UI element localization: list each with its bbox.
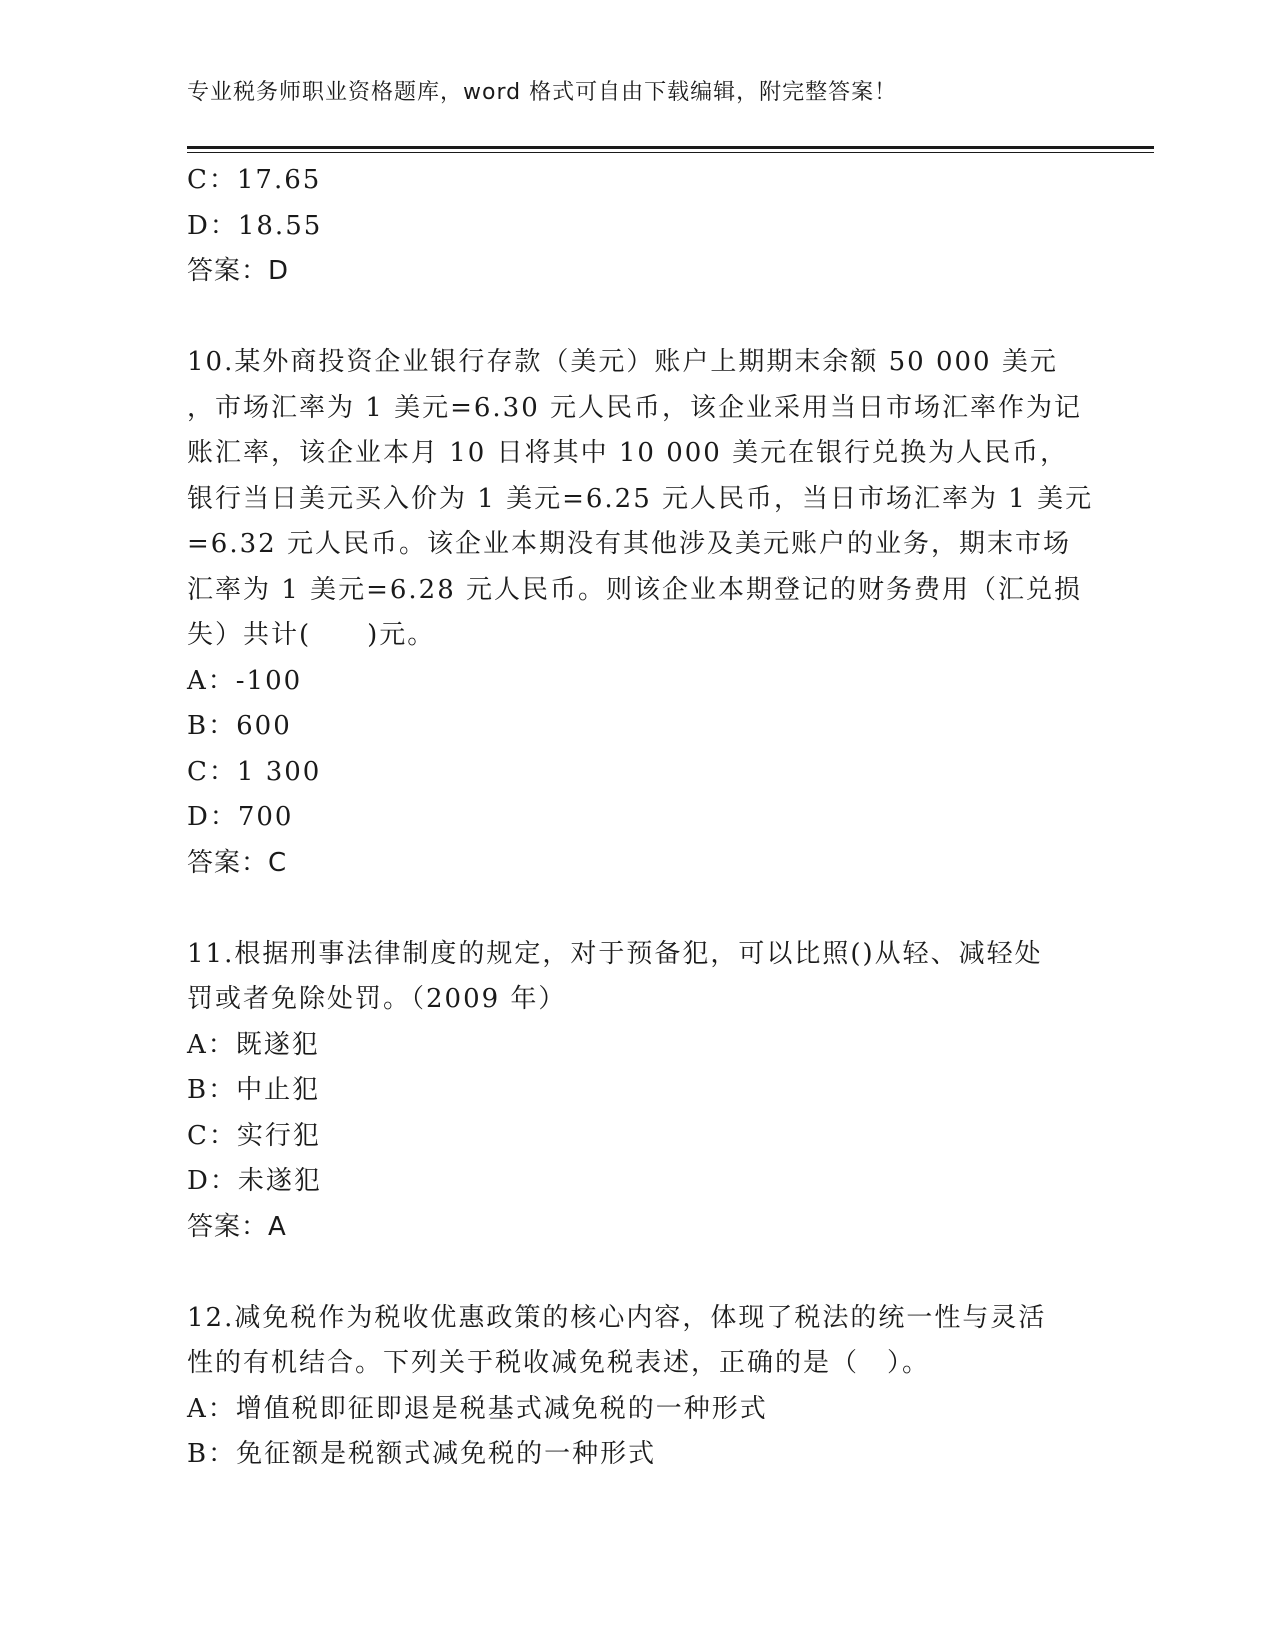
header-divider-thick [187,146,1154,149]
option-a: A：增值税即征即退是税基式减免税的一种形式 [187,1393,768,1424]
option-d: D：18.55 [187,210,323,241]
question-10 [187,340,1094,886]
question-11 [187,932,1087,1251]
answer-line: 答案：A [187,1211,287,1242]
question-text-line: 汇率为 1 美元=6.28 元人民币。则该企业本期登记的财务费用（汇兑损 [187,574,1083,605]
question-text-line: 11.根据刑事法律制度的规定，对于预备犯，可以比照()从轻、减轻处 [187,938,1043,969]
question-text-line: 12.减免税作为税收优惠政策的核心内容，体现了税法的统一性与灵活 [187,1302,1047,1333]
question-text-line: =6.32 元人民币。该企业本期没有其他涉及美元账户的业务，期末市场 [187,529,1071,559]
spacer [187,295,1087,341]
question-text-line: 10.某外商投资企业银行存款（美元）账户上期期末余额 50 000 美元 [187,347,1058,377]
question-text-line: 性的有机结合。下列关于税收减免税表述，正确的是（ ）。 [187,1348,931,1378]
question-text-line: 罚或者免除处罚。（2009 年） [187,984,567,1014]
answer-line: 答案：D [187,256,290,286]
option-c: C：实行犯 [187,1120,321,1151]
option-d: D：未遂犯 [187,1166,322,1196]
option-d: D：700 [187,802,294,832]
header-divider-thin [187,152,1154,153]
answer-line: 答案：C [187,847,288,878]
option-c: C：17.65 [187,165,322,195]
question-text-line: 失）共计( )元。 [187,620,436,650]
page-header: 专业税务师职业资格题库，word 格式可自由下载编辑，附完整答案！ [187,80,898,105]
question-12 [187,1296,1087,1478]
option-b: B：免征额是税额式减免税的一种形式 [187,1439,657,1469]
question-text-line: ，市场汇率为 1 美元=6.30 元人民币，该企业采用当日市场汇率作为记 [187,392,1083,423]
question-text-line: 银行当日美元买入价为 1 美元=6.25 元人民币，当日市场汇率为 1 美元 [187,483,1094,514]
spacer [187,886,1087,932]
option-b: B：600 [187,711,292,741]
question-9-tail [187,158,1087,295]
question-list [187,158,1094,1478]
option-a: A：-100 [187,665,303,696]
question-text-line: 账汇率，该企业本月 10 日将其中 10 000 美元在银行兑换为人民币， [187,438,1069,468]
option-b: B：中止犯 [187,1075,321,1105]
spacer [187,1250,1087,1296]
option-c: C：1 300 [187,756,322,787]
option-a: A：既遂犯 [187,1029,320,1060]
